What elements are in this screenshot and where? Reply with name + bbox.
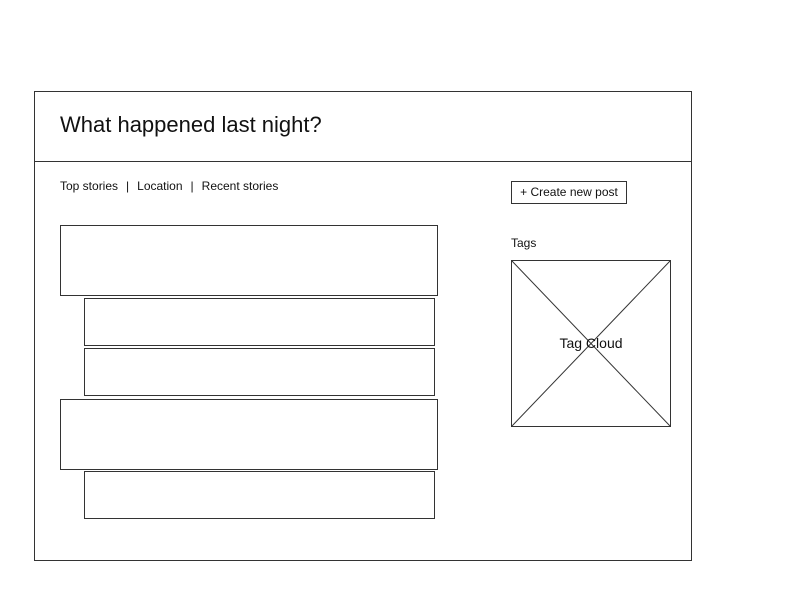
page-frame	[34, 91, 692, 561]
nav-separator: |	[126, 179, 130, 193]
tag-cloud-placeholder[interactable]	[511, 260, 671, 427]
story-nav	[60, 179, 278, 193]
nav-recent-stories[interactable]: Recent stories	[201, 179, 279, 193]
story-reply[interactable]	[84, 471, 435, 519]
story-reply[interactable]	[84, 298, 435, 346]
nav-separator: |	[190, 179, 194, 193]
story-post[interactable]	[60, 399, 438, 470]
page-title: What happened last night?	[60, 112, 322, 137]
story-post[interactable]	[60, 225, 438, 296]
nav-top-stories[interactable]: Top stories	[60, 179, 119, 193]
tags-heading: Tags	[511, 236, 537, 250]
create-new-post-button[interactable]: + Create new post	[511, 181, 627, 204]
nav-location[interactable]: Location	[137, 179, 183, 193]
story-reply[interactable]	[84, 348, 435, 396]
page-header	[35, 92, 691, 162]
tag-cloud-label: Tag Cloud	[559, 335, 623, 351]
